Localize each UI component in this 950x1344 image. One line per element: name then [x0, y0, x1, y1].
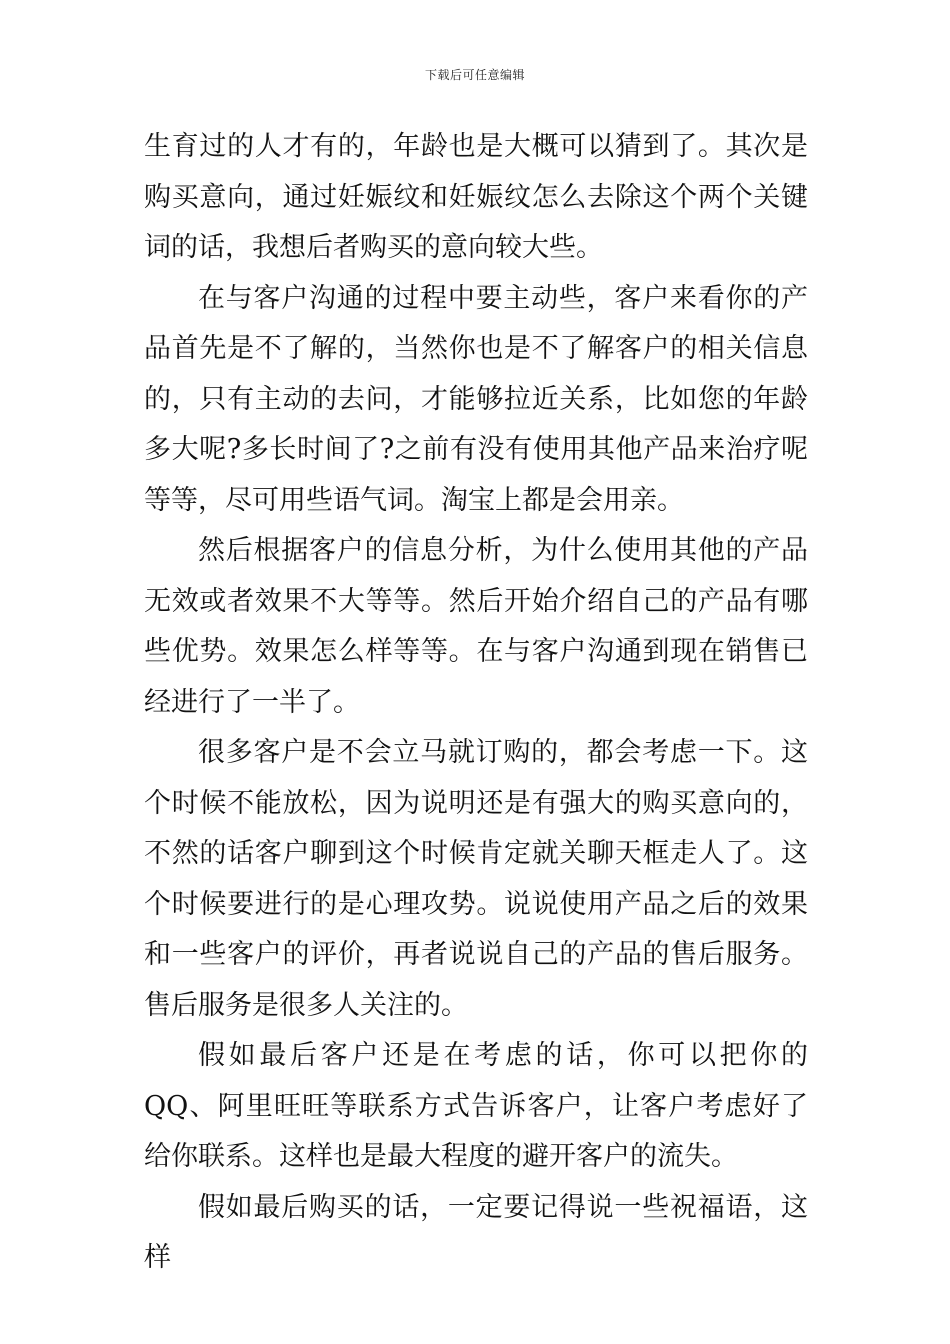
paragraph: 很多客户是不会立马就订购的，都会考虑一下。这个时候不能放松，因为说明还是有强大的购买意向的，不然的话客户聊到这个时候肯定就关聊天框走人了。这个时候要进行的是心理攻势。说说使用产品之后的效果和一些客户的评价，再者说说自己的产品的售后服务。售后服务是很多人关注的。	[144, 737, 808, 1021]
document-body	[144, 122, 808, 1284]
paragraph: 在与客户沟通的过程中要主动些，客户来看你的产品首先是不了解的，当然你也是不了解客户的相关信息的，只有主动的去问，才能够拉近关系，比如您的年龄多大呢?多长时间了?之前有没有使用其他产品来治疗呢等等，尽可用些语气词。淘宝上都是会用亲。	[144, 282, 808, 516]
paragraph: 假如最后购买的话，一定要记得说一些祝福语，这样	[144, 1191, 808, 1273]
page-header: 下载后可任意编辑	[424, 68, 525, 82]
paragraph: 然后根据客户的信息分析，为什么使用其他的产品无效或者效果不大等等。然后开始介绍自己的产品有哪些优势。效果怎么样等等。在与客户沟通到现在销售已经进行了一半了。	[144, 535, 808, 718]
paragraph: 假如最后客户还是在考虑的话，你可以把你的QQ、阿里旺旺等联系方式告诉客户，让客户考虑好了给你联系。这样也是最大程度的避开客户的流失。	[144, 1040, 808, 1172]
paragraph-continued: 生育过的人才有的，年龄也是大概可以猜到了。其次是购买意向，通过妊娠纹和妊娠纹怎么去除这个两个关键词的话，我想后者购买的意向较大些。	[144, 131, 808, 263]
